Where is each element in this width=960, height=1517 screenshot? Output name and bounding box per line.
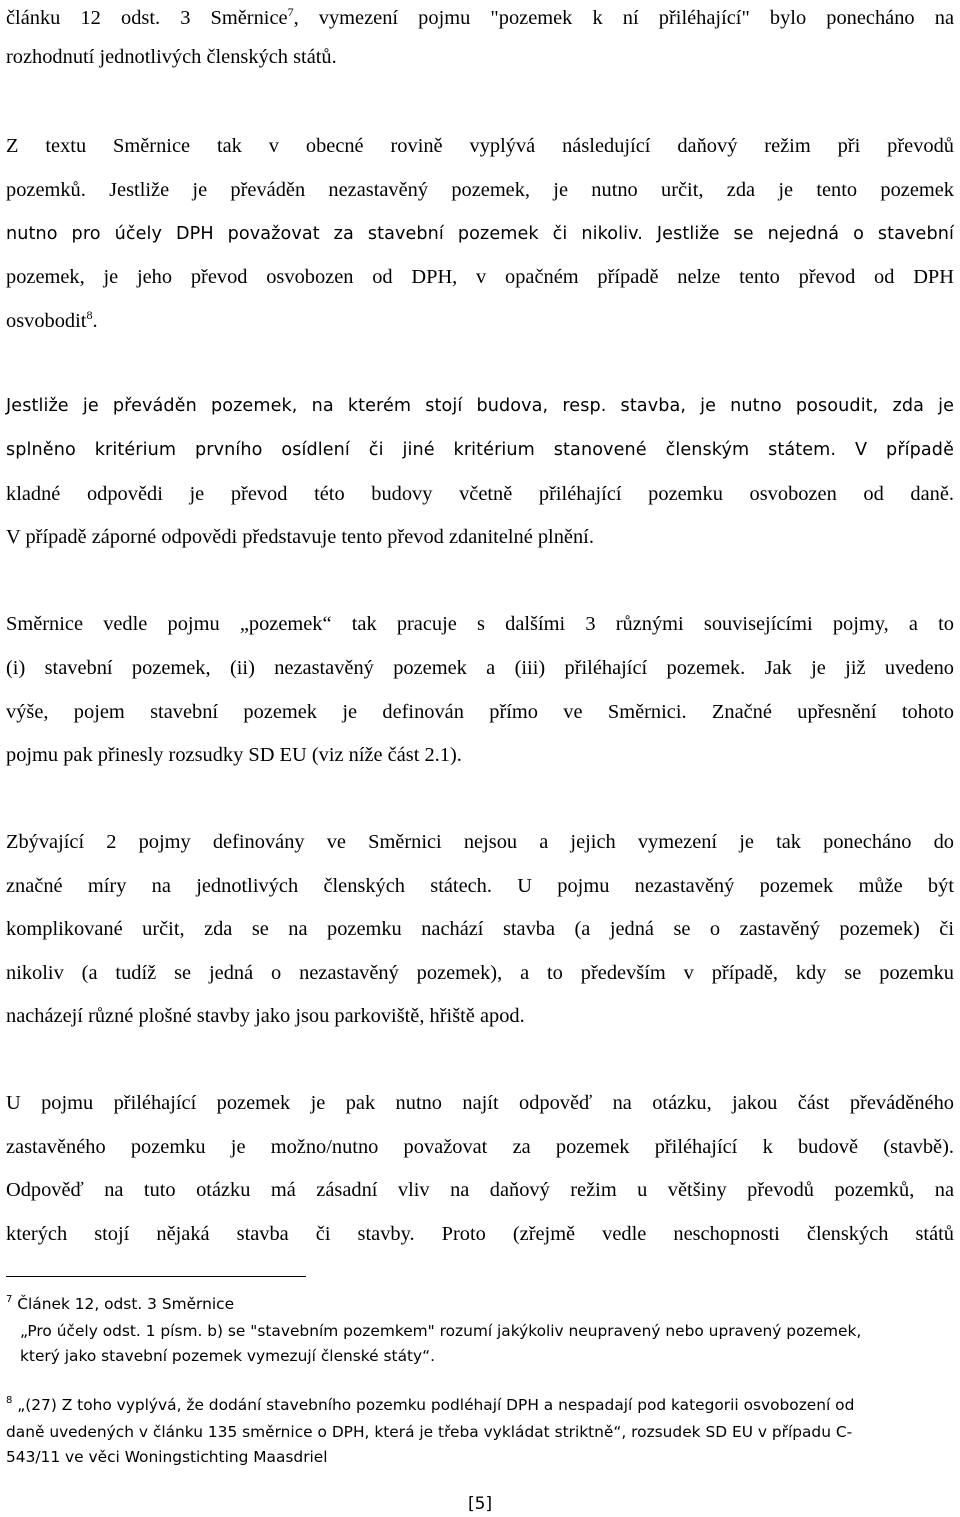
- body-line: [6, 5, 954, 31]
- footnote-ref-7[interactable]: 7: [287, 5, 294, 19]
- footnote-mark: 7: [6, 1294, 13, 1305]
- body-line: Jestliže je převáděn pozemek, na kterém stojí budova, resp. stavba, je nutno posoudit, zda je: [6, 396, 954, 416]
- page-number: [5]: [468, 1494, 493, 1514]
- footnote-7: [6, 1294, 234, 1314]
- text-span: .: [92, 310, 98, 332]
- body-line: komplikované určit, zda se na pozemku nachází stavba (a jedná se o zastavěný pozemek) či: [6, 918, 954, 940]
- body-line: (i) stavební pozemek, (ii) nezastavěný pozemek a (iii) přiléhající pozemek. Jak je již uvedeno: [6, 657, 954, 679]
- footnote-mark: 8: [6, 1395, 13, 1406]
- body-line: Zbývající 2 pojmy definovány ve Směrnici nejsou a jejich vymezení je tak ponecháno do: [6, 831, 954, 853]
- footnote-ref-8[interactable]: 8: [86, 308, 93, 322]
- footnote-8: [6, 1395, 854, 1415]
- body-line: Směrnice vedle pojmu „pozemek“ tak pracuje s dalšími 3 různými souvisejícími pojmy, a to: [6, 613, 954, 635]
- text-span: článku 12 odst. 3 Směrnice: [6, 7, 288, 29]
- body-line: nikoliv (a tudíž se jedná o nezastavěný pozemek), a to především v případě, kdy se pozemku: [6, 962, 954, 984]
- text-span: , vymezení pojmu "pozemek k ní přiléhající" bylo ponecháno na: [293, 7, 954, 29]
- footnote-line: 543/11 ve věci Woningstichting Maasdriel: [6, 1448, 328, 1466]
- footnote-line: daně uvedených v článku 135 směrnice o DPH, která je třeba vykládat striktně“, rozsudek SD EU v případu C-: [6, 1423, 853, 1441]
- body-line: pozemků. Jestliže je převáděn nezastavěný pozemek, je nutno určit, zda je tento pozemek: [6, 179, 954, 201]
- footnote-line: který jako stavební pozemek vymezují členské státy“.: [20, 1347, 436, 1365]
- body-line: pojmu pak přinesly rozsudky SD EU (viz níže část 2.1).: [6, 744, 462, 766]
- body-line: pozemek, je jeho převod osvobozen od DPH, v opačném případě nelze tento převod od DPH: [6, 266, 954, 288]
- body-line: rozhodnutí jednotlivých členských států.: [6, 46, 337, 68]
- body-line: kterých stojí nějaká stavba či stavby. Proto (zřejmě vedle neschopnosti členských států: [6, 1223, 954, 1245]
- body-line: V případě záporné odpovědi představuje tento převod zdanitelné plnění.: [6, 526, 594, 548]
- body-line: Odpověď na tuto otázku má zásadní vliv na daňový režim u většiny převodů pozemků, na: [6, 1179, 954, 1201]
- body-line: nutno pro účely DPH považovat za stavební pozemek či nikoliv. Jestliže se nejedná o stavební: [6, 224, 954, 244]
- text-span: Článek 12, odst. 3 Směrnice: [12, 1295, 235, 1313]
- body-line: nacházejí různé plošné stavby jako jsou parkoviště, hřiště apod.: [6, 1005, 525, 1027]
- body-line: splněno kritérium prvního osídlení či jiné kritérium stanovené členským státem. V případě: [6, 440, 954, 460]
- body-line: Z textu Směrnice tak v obecné rovině vyplývá následující daňový režim při převodů: [6, 135, 954, 157]
- text-span: osvobodit: [6, 310, 87, 332]
- body-line: značné míry na jednotlivých členských státech. U pojmu nezastavěný pozemek může být: [6, 875, 954, 897]
- footnote-line: „Pro účely odst. 1 písm. b) se "stavebním pozemkem" rozumí jakýkoliv neupravený nebo upravený pozemek,: [20, 1322, 862, 1340]
- footnote-separator: [6, 1276, 306, 1277]
- body-line: [6, 308, 98, 334]
- body-line: zastavěného pozemku je možno/nutno považovat za pozemek přiléhající k budově (stavbě).: [6, 1136, 954, 1158]
- body-line: kladné odpovědi je převod této budovy včetně přiléhající pozemku osvobozen od daně.: [6, 483, 954, 505]
- body-line: výše, pojem stavební pozemek je definován přímo ve Směrnici. Značné upřesnění tohoto: [6, 701, 954, 723]
- text-span: „(27) Z toho vyplývá, že dodání stavebního pozemku podléhají DPH a nespadají pod kategorii osvobození od: [12, 1396, 855, 1414]
- body-line: U pojmu přiléhající pozemek je pak nutno najít odpověď na otázku, jakou část převáděného: [6, 1092, 954, 1114]
